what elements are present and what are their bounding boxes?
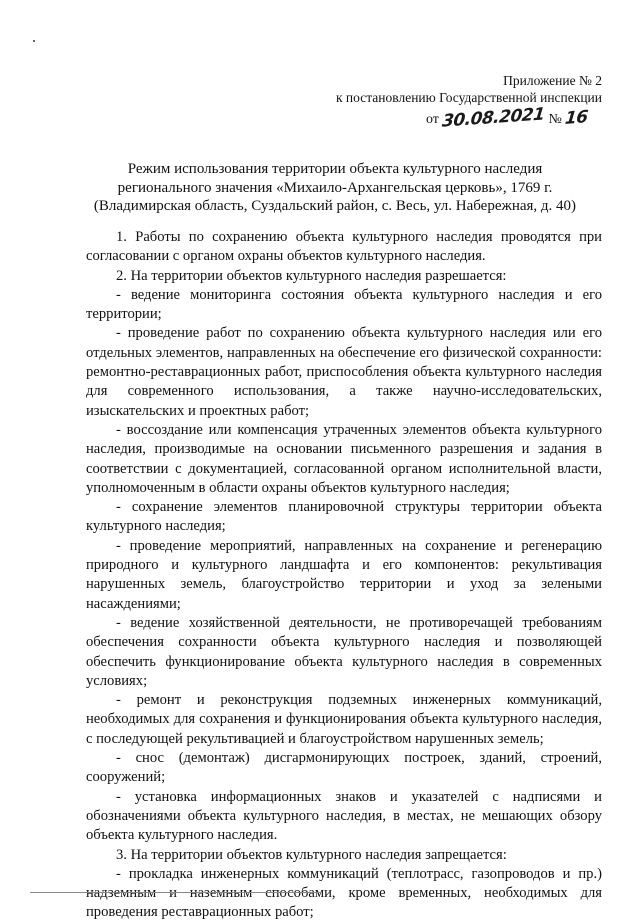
- appendix-number: Приложение № 2: [503, 73, 602, 88]
- scan-speck: [33, 40, 35, 42]
- allowed-item-utilities-repair: - ремонт и реконструкция подземных инженерных коммуникаций, необходимых для сохранения и функционирования объекта культурного наследия, с последующей рекультивацией и благоустройством нарушенных земель;: [86, 692, 602, 747]
- prohibited-item-utilities: - прокладка инженерных коммуникаций (теплотрасс, газопроводов и пр.) надземным и наземным способами, кроме временных, необходимых для проведения реставрационных работ;: [86, 865, 602, 921]
- handwritten-date: 30.08.2021: [441, 104, 546, 132]
- date-prefix: от: [425, 112, 439, 127]
- document-body: [86, 228, 602, 923]
- allowed-item-planning-structure: - сохранение элементов планировочной структуры территории объекта культурного наследия;: [86, 499, 602, 535]
- allowed-item-signage: - установка информационных знаков и указателей с надписями и обозначениями объекта культурного наследия, в местах, не мешающих обзору объекта культурного наследия.: [86, 788, 602, 844]
- allowed-item-preservation: - проведение работ по сохранению объекта культурного наследия или его отдельных элементов, направленных на обеспечение его физической сохранности: ремонтно-реставрационных работ, приспособления объекта культурного наследия для современного использования, а также научно-исследовательских, изыскательских и проектных работ;: [86, 325, 602, 419]
- title-line-3: (Владимирская область, Суздальский район, с. Весь, ул. Набережная, д. 40): [93, 198, 577, 214]
- allowed-item-economic-activity: - ведение хозяйственной деятельности, не противоречащей требованиям обеспечения сохранности объекта культурного наследия и позволяющей обеспечить функционирование объекта культурного наследия в современных условиях;: [86, 614, 602, 689]
- allowed-item-monitoring: - ведение мониторинга состояния объекта культурного наследия и его территории;: [86, 286, 602, 323]
- document-date-line: [425, 104, 590, 132]
- number-label: №: [548, 112, 562, 127]
- paragraph-1: 1. Работы по сохранению объекта культурного наследия проводятся при согласовании с органом охраны объектов культурного наследия.: [86, 229, 602, 265]
- paragraph-2: 2. На территории объектов культурного наследия разрешается:: [116, 267, 507, 284]
- handwritten-number: 16: [564, 107, 590, 129]
- title-line-1: Режим использования территории объекта культурного наследия: [127, 161, 543, 177]
- paragraph-3: 3. На территории объектов культурного наследия запрещается:: [116, 846, 507, 863]
- document-title: [60, 160, 610, 216]
- appendix-header: [336, 72, 602, 106]
- bottom-edge-line: [30, 892, 320, 893]
- allowed-item-demolition: - снос (демонтаж) дисгармонирующих построек, зданий, строений, сооружений;: [86, 750, 602, 786]
- allowed-item-reconstruction: - воссоздание или компенсация утраченных элементов объекта культурного наследия, производимые на основании письменного разрешения и задания в соответствии с документацией, согласованной органом исполнительной власти, уполномоченным в области охраны объектов культурного наследия;: [86, 421, 602, 496]
- title-line-2: регионального значения «Михаило-Архангельская церковь», 1769 г.: [117, 179, 553, 196]
- allowed-item-landscape: - проведение мероприятий, направленных на сохранение и регенерацию природного и культурного ландшафта и его компонентов: рекультивация нарушенных земель, благоустройство территории и уход за зелеными насаждениями;: [86, 537, 602, 612]
- appendix-reference: к постановлению Государственной инспекции: [336, 90, 602, 105]
